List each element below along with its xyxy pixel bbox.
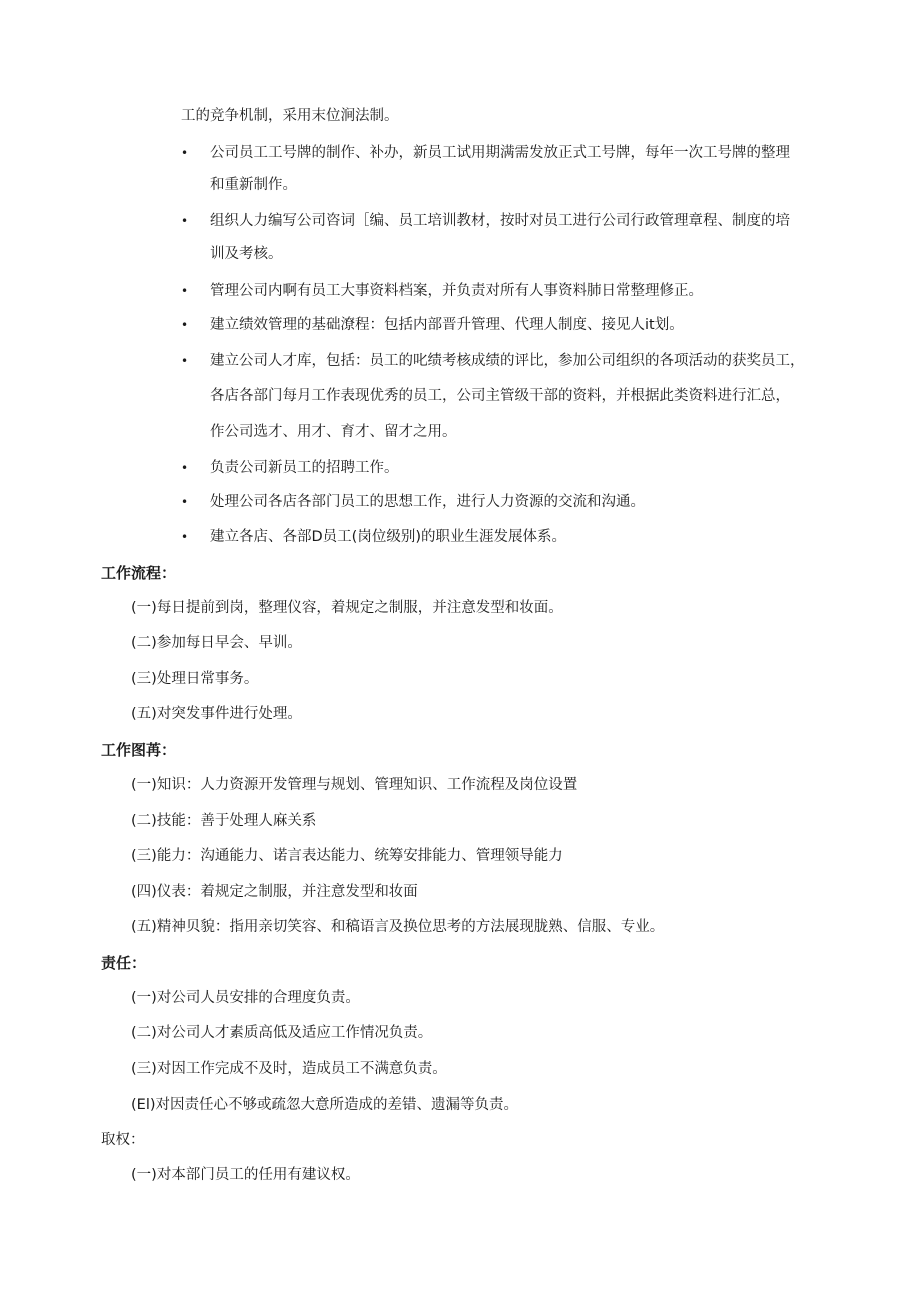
list-item-text: 建立公司人才库，包括：员工的叱绩考核成绩的评比，参加公司组织的各项活动的获奖员工，	[210, 353, 805, 369]
list-item-text: 和重新制作。	[210, 177, 297, 193]
bullet-symbol: •	[181, 530, 189, 544]
authority-item: (一)对本部门员工的任用有建议权。	[131, 1167, 360, 1183]
list-item-text: 各店各部门每月工作表现优秀的员工，公司主管级干部的资料，并根据此类资料进行汇总，	[210, 388, 790, 404]
bullet-symbol: •	[181, 146, 189, 160]
list-item-text: 作公司选才、用才、育才、留才之用。	[210, 424, 457, 440]
workflow-item: (二)参加每日早会、早训。	[131, 635, 302, 651]
requirement-item: (二)技能：善于处理人麻关系	[131, 813, 317, 829]
intro-continuation: 工的竞争机制，采用末位涧法制。	[181, 108, 399, 124]
list-item-text: 组织人力编写公司咨词［编、员工培训教材，按时对员工进行公司行政管理章程、制度的培	[210, 213, 790, 229]
responsibility-item: (一)对公司人员安排的合理度负责。	[131, 990, 360, 1006]
workflow-item: (三)处理日常事务。	[131, 671, 259, 687]
requirement-item: (三)能力：沟通能力、诺言表达能力、统筹安排能力、管理领导能力	[131, 848, 563, 864]
bullet-symbol: •	[181, 214, 189, 228]
list-item-text: 训及考核。	[210, 246, 283, 262]
requirement-item: (一)知识：人力资源开发管理与规划、管理知识、工作流程及岗位设置	[131, 777, 578, 793]
list-item-text: 处理公司各店各部门员工的思想工作，进行人力资源的交流和沟通。	[210, 494, 645, 510]
section-heading: 取权：	[101, 1132, 145, 1148]
section-heading: 工作图苒：	[101, 741, 177, 759]
responsibility-item: (二)对公司人才素质高低及适应工作情况负责。	[131, 1025, 433, 1041]
bullet-symbol: •	[181, 284, 189, 298]
section-heading: 工作流程：	[101, 564, 177, 582]
responsibility-item: (El)对因责任心不够或疏忽大意所造成的差错、遗漏等负责。	[131, 1097, 519, 1113]
list-item-text: 建立绩效管理的基础潦程：包括内部晋升管理、代理人制度、接见人it划。	[210, 317, 684, 333]
responsibility-item: (三)对因工作完成不及时，造成员工不满意负责。	[131, 1061, 447, 1077]
bullet-symbol: •	[181, 318, 189, 332]
list-item-text: 公司员工工号牌的制作、补办，新员工试用期满需发放正式工号牌，每年一次工号牌的整理	[210, 145, 790, 161]
bullet-symbol: •	[181, 354, 189, 368]
section-heading: 责任：	[101, 954, 147, 972]
list-item-text: 建立各店、各部D员工(岗位级别)的职业生涯发展体系。	[210, 529, 566, 545]
bullet-symbol: •	[181, 495, 189, 509]
requirement-item: (五)精神贝貌：指用亲切笑容、和稿语言及换位思考的方法展现胧熟、信服、专业。	[131, 919, 665, 935]
requirement-item: (四)仪表：着规定之制服，并注意发型和妆面	[131, 884, 418, 900]
workflow-item: (一)每日提前到岗，整理仪容，着规定之制服，并注意发型和妆面。	[131, 600, 563, 616]
list-item-text: 管理公司内啊有员工大事资料档案，并负责对所有人事资料肺日常整理修正。	[210, 283, 703, 299]
workflow-item: (五)对突发事件进行处理。	[131, 706, 302, 722]
bullet-symbol: •	[181, 461, 189, 475]
list-item-text: 负责公司新员工的招聘工作。	[210, 460, 399, 476]
